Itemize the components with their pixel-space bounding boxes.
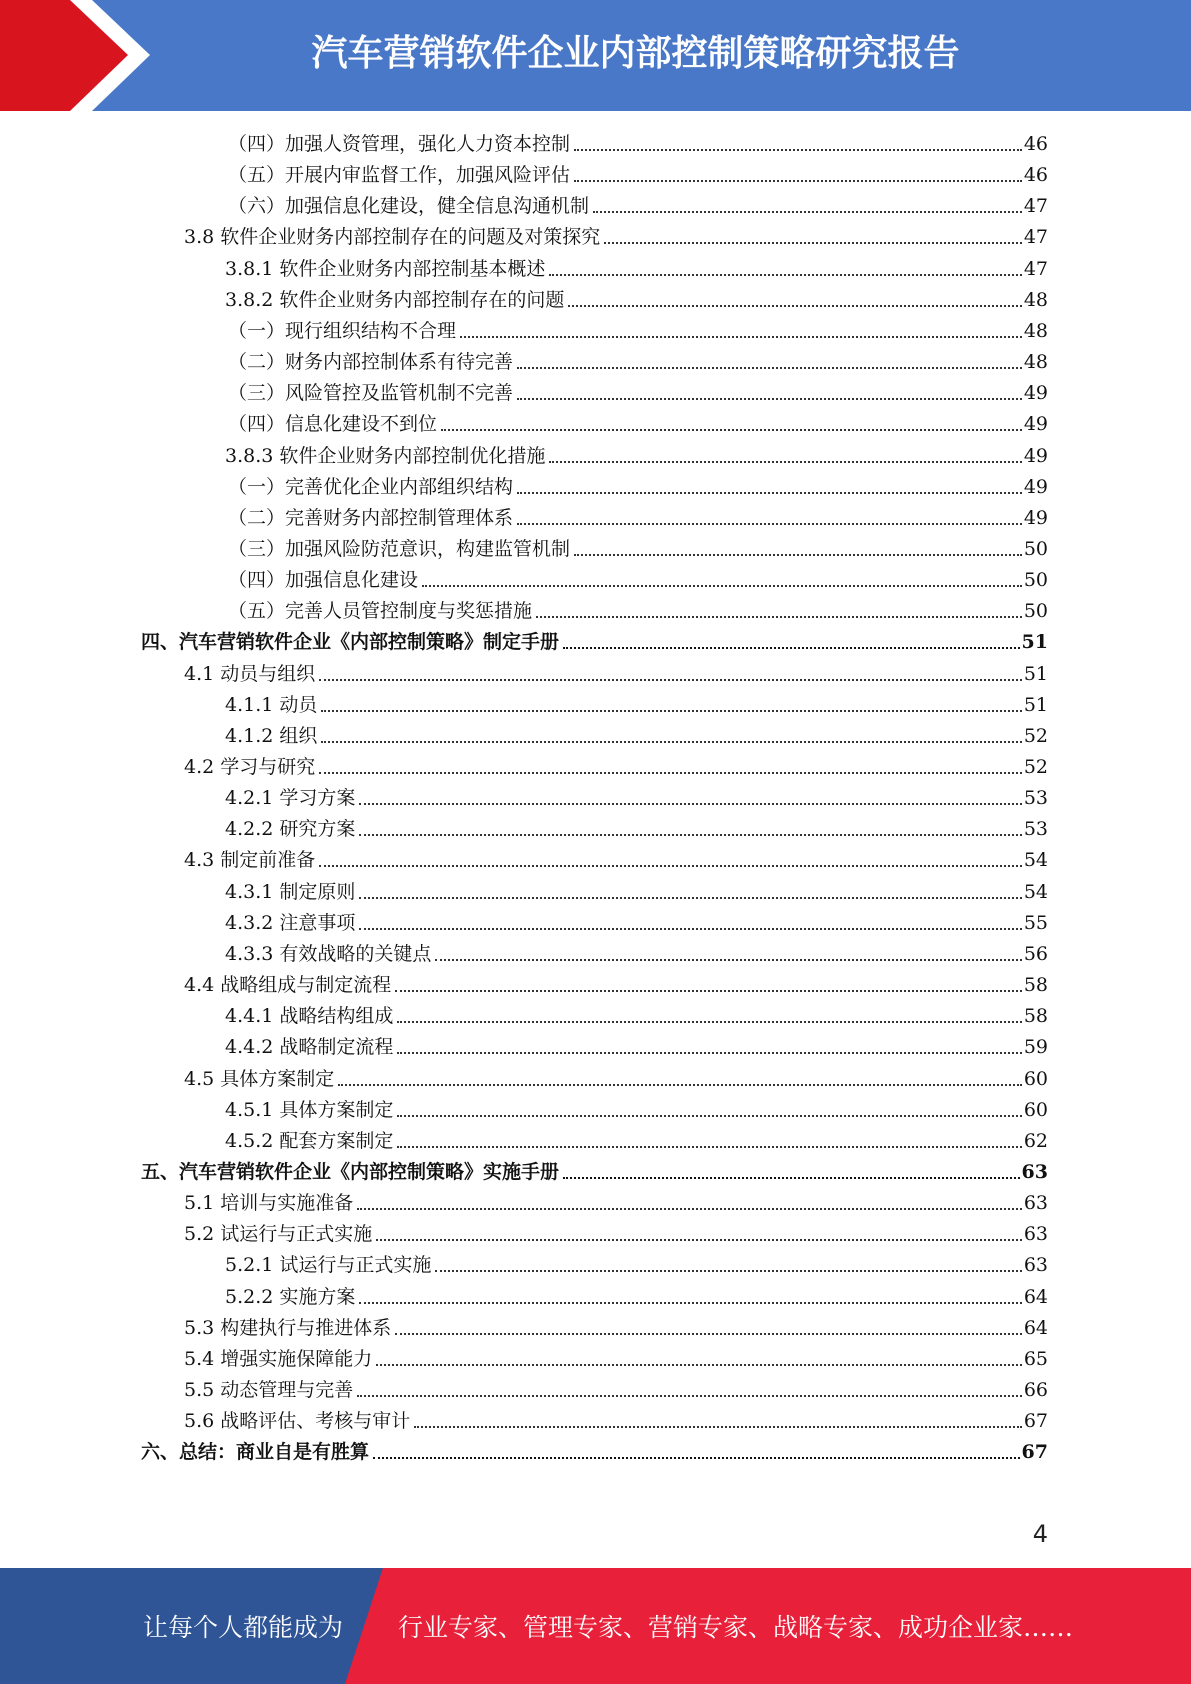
toc-dot-leader [549,273,1021,276]
toc-entry-page: 63 [1021,1160,1048,1183]
toc-entry[interactable] [228,313,1048,343]
toc-entry[interactable] [225,874,1048,904]
toc-dot-leader [397,1020,1021,1023]
toc-entry-page: 63 [1023,1223,1048,1246]
toc-entry[interactable] [225,1092,1048,1122]
toc-entry[interactable] [225,1247,1048,1277]
toc-entry-title: 六、总结：商业自是有胜算 [141,1441,370,1464]
toc-entry-title: 4.5 具体方案制定 [184,1067,335,1090]
toc-dot-leader [574,179,1022,182]
toc-entry[interactable] [225,936,1048,966]
toc-entry-page: 54 [1023,849,1048,872]
toc-entry[interactable] [184,1403,1048,1433]
toc-entry[interactable] [184,1061,1048,1091]
toc-entry-page: 58 [1023,974,1048,997]
toc-entry-title: 4.3.3 有效战略的关键点 [225,942,432,965]
toc-dot-leader [357,1394,1022,1397]
toc-entry[interactable] [184,842,1048,872]
footer-slogan-right: 行业专家、管理专家、营销专家、战略专家、成功企业家…… [398,1613,1074,1642]
toc-dot-leader [536,615,1022,618]
toc-entry[interactable] [184,1372,1048,1402]
toc-dot-leader [319,771,1022,774]
toc-entry[interactable] [228,375,1048,405]
toc-entry-title: （一）完善优化企业内部组织结构 [228,475,514,498]
toc-dot-leader [604,241,1022,244]
toc-dot-leader [414,1425,1022,1428]
toc-entry[interactable] [225,1123,1048,1153]
toc-dot-leader [359,802,1021,805]
toc-entry-page: 63 [1023,1254,1048,1277]
toc-entry-page: 51 [1021,631,1048,654]
toc-entry-title: 3.8.2 软件企业财务内部控制存在的问题 [225,288,565,311]
toc-entry-title: 3.8 软件企业财务内部控制存在的问题及对策探究 [184,226,601,249]
toc-entry-page: 47 [1023,195,1048,218]
toc-entry-page: 53 [1023,787,1048,810]
toc-entry-page: 49 [1023,444,1048,467]
toc-entry-page: 48 [1023,351,1048,374]
toc-dot-leader [574,148,1022,151]
toc-dot-leader [321,709,1021,712]
toc-dot-leader [517,366,1022,369]
toc-dot-leader [376,1238,1022,1241]
toc-entry-page: 67 [1021,1441,1048,1464]
toc-entry-page: 49 [1023,506,1048,529]
toc-dot-leader [338,1083,1022,1086]
toc-entry[interactable] [225,718,1048,748]
toc-entry-title: 5.1 培训与实施准备 [184,1192,354,1215]
toc-entry[interactable] [184,1341,1048,1371]
toc-entry-title: （二）财务内部控制体系有待完善 [228,351,514,374]
header-banner [0,0,1191,111]
toc-dot-leader [321,740,1021,743]
toc-entry-title: 3.8.1 软件企业财务内部控制基本概述 [225,257,546,280]
toc-entry[interactable] [184,1310,1048,1340]
toc-entry-page: 52 [1023,756,1048,778]
toc-entry-title: 5.5 动态管理与完善 [184,1379,354,1401]
toc-entry-page: 62 [1023,1129,1048,1152]
toc-entry-page: 51 [1023,693,1048,716]
toc-entry[interactable] [228,469,1048,499]
toc-entry-title: 4.2 学习与研究 [184,756,316,778]
toc-entry-page: 47 [1023,226,1048,249]
toc-entry[interactable] [225,905,1048,935]
toc-entry-title: （二）完善财务内部控制管理体系 [228,506,514,529]
toc-entry-title: （三）加强风险防范意识，构建监管机制 [228,537,571,560]
toc-entry[interactable] [141,624,1048,654]
toc-entry-page: 49 [1023,475,1048,498]
toc-entry-title: 5.2.2 实施方案 [225,1285,356,1308]
toc-dot-leader [319,678,1022,681]
toc-entry[interactable] [141,1154,1048,1184]
toc-entry-title: （一）现行组织结构不合理 [228,319,457,342]
toc-dot-leader [574,553,1022,556]
toc-dot-leader [593,210,1022,213]
toc-dot-leader [359,1301,1021,1304]
toc-entry-page: 66 [1023,1379,1048,1401]
toc-dot-leader [435,1269,1021,1272]
toc-entry-page: 67 [1023,1410,1048,1433]
toc-dot-leader [359,896,1021,899]
toc-entry-title: 5.2 试运行与正式实施 [184,1223,373,1246]
toc-dot-leader [563,646,1020,649]
toc-entry[interactable] [184,749,1048,779]
toc-entry-title: 4.1.2 组织 [225,724,318,747]
toc-entry[interactable] [225,438,1048,468]
toc-entry-title: 4.2.2 研究方案 [225,818,356,841]
toc-entry-title: 4.3.2 注意事项 [225,911,356,934]
toc-dot-leader [373,1456,1020,1459]
toc-dot-leader [397,1051,1021,1054]
toc-entry[interactable] [225,687,1048,717]
toc-entry[interactable] [225,1029,1048,1059]
toc-entry-page: 60 [1023,1067,1048,1090]
toc-entry-title: （五）开展内审监督工作，加强风险评估 [228,164,571,187]
toc-entry[interactable] [225,780,1048,810]
toc-entry[interactable] [184,1216,1048,1246]
toc-dot-leader [517,397,1022,400]
toc-entry[interactable] [228,500,1048,530]
toc-entry-title: （四）加强人资管理，强化人力资本控制 [228,133,571,155]
toc-entry-title: （四）加强信息化建设 [228,569,419,592]
toc-entry-title: 5.2.1 试运行与正式实施 [225,1254,432,1277]
toc-entry-title: 5.6 战略评估、考核与审计 [184,1410,411,1433]
toc-entry-title: 5.3 构建执行与推进体系 [184,1316,392,1339]
toc-dot-leader [397,1114,1021,1117]
toc-entry-title: 4.1.1 动员 [225,693,318,716]
toc-entry-page: 52 [1023,724,1048,747]
toc-dot-leader [395,1332,1022,1335]
toc-entry[interactable] [184,967,1048,997]
toc-entry-page: 53 [1023,818,1048,841]
toc-entry-title: 4.3.1 制定原则 [225,880,356,903]
toc-dot-leader [359,927,1021,930]
toc-entry-title: （六）加强信息化建设，健全信息沟通机制 [228,195,590,218]
toc-entry-page: 58 [1023,1005,1048,1028]
toc-entry[interactable] [225,811,1048,841]
toc-dot-leader [376,1363,1022,1366]
toc-entry-page: 50 [1023,537,1048,560]
toc-entry-title: 4.4 战略组成与制定流程 [184,974,392,997]
toc-entry[interactable] [184,656,1048,686]
toc-entry-page: 60 [1023,1098,1048,1121]
toc-entry-page: 47 [1023,257,1048,280]
toc-entry-title: 3.8.3 软件企业财务内部控制优化措施 [225,444,546,467]
toc-entry-page: 49 [1023,382,1048,405]
toc-dot-leader [395,989,1022,992]
toc-entry[interactable] [228,188,1048,218]
toc-entry[interactable] [184,219,1048,249]
toc-entry[interactable] [225,282,1048,312]
toc-entry[interactable] [225,998,1048,1028]
footer-banner [0,1568,1191,1684]
toc-dot-leader [549,460,1021,463]
toc-entry-title: 四、汽车营销软件企业《内部控制策略》制定手册 [141,631,560,654]
toc-dot-leader [568,304,1021,307]
toc-entry-page: 65 [1023,1347,1048,1370]
toc-entry[interactable] [141,1434,1048,1464]
toc-entry-title: 4.5.1 具体方案制定 [225,1098,394,1121]
toc-entry-title: 4.4.1 战略结构组成 [225,1005,394,1028]
toc-entry[interactable] [228,157,1048,187]
toc-entry-page: 64 [1023,1316,1048,1339]
toc-entry-page: 49 [1023,413,1048,436]
footer-slogan-left: 让每个人都能成为 [143,1613,344,1642]
toc-entry[interactable] [228,126,1048,156]
toc-dot-leader [422,584,1022,587]
toc-entry-page: 59 [1023,1036,1048,1059]
toc-entry[interactable] [228,406,1048,436]
toc-dot-leader [441,428,1022,431]
toc-entry[interactable] [225,1279,1048,1309]
toc-dot-leader [517,522,1022,525]
toc-dot-leader [563,1176,1020,1179]
document-title: 汽车营销软件企业内部控制策略研究报告 [311,33,960,74]
toc-entry-page: 48 [1023,319,1048,342]
toc-entry-title: 4.3 制定前准备 [184,849,316,872]
toc-entry-page: 64 [1023,1285,1048,1308]
toc-entry-page: 50 [1023,600,1048,623]
toc-dot-leader [359,833,1021,836]
toc-entry[interactable] [228,344,1048,374]
page-number: 4 [1032,1520,1048,1548]
toc-dot-leader [319,864,1022,867]
toc-entry-page: 48 [1023,288,1048,311]
toc-entry-page: 56 [1023,942,1048,965]
toc-entry-title: （五）完善人员管控制度与奖惩措施 [228,600,533,623]
toc-entry[interactable] [228,531,1048,561]
toc-entry-page: 51 [1023,662,1048,685]
toc-entry-page: 46 [1023,133,1048,155]
toc-entry-title: （四）信息化建设不到位 [228,413,438,436]
toc-entry-page: 54 [1023,880,1048,903]
toc-dot-leader [397,1145,1021,1148]
toc-entry-page: 46 [1023,164,1048,187]
toc-entry[interactable] [228,562,1048,592]
toc-entry[interactable] [228,593,1048,623]
toc-entry-title: 五、汽车营销软件企业《内部控制策略》实施手册 [141,1160,560,1183]
toc-entry-title: 4.1 动员与组织 [184,662,316,685]
toc-entry[interactable] [225,251,1048,281]
toc-entry-page: 55 [1023,911,1048,934]
toc-dot-leader [517,491,1022,494]
toc-entry-title: （三）风险管控及监管机制不完善 [228,382,514,405]
toc-entry-title: 4.2.1 学习方案 [225,787,356,810]
toc-entry-page: 50 [1023,569,1048,592]
toc-entry-page: 63 [1023,1192,1048,1215]
toc-entry[interactable] [184,1185,1048,1215]
toc-dot-leader [435,958,1021,961]
toc-entry-title: 5.4 增强实施保障能力 [184,1347,373,1370]
toc-entry-title: 4.5.2 配套方案制定 [225,1129,394,1152]
toc-entry-title: 4.4.2 战略制定流程 [225,1036,394,1059]
toc-dot-leader [460,335,1022,338]
toc-dot-leader [357,1207,1022,1210]
